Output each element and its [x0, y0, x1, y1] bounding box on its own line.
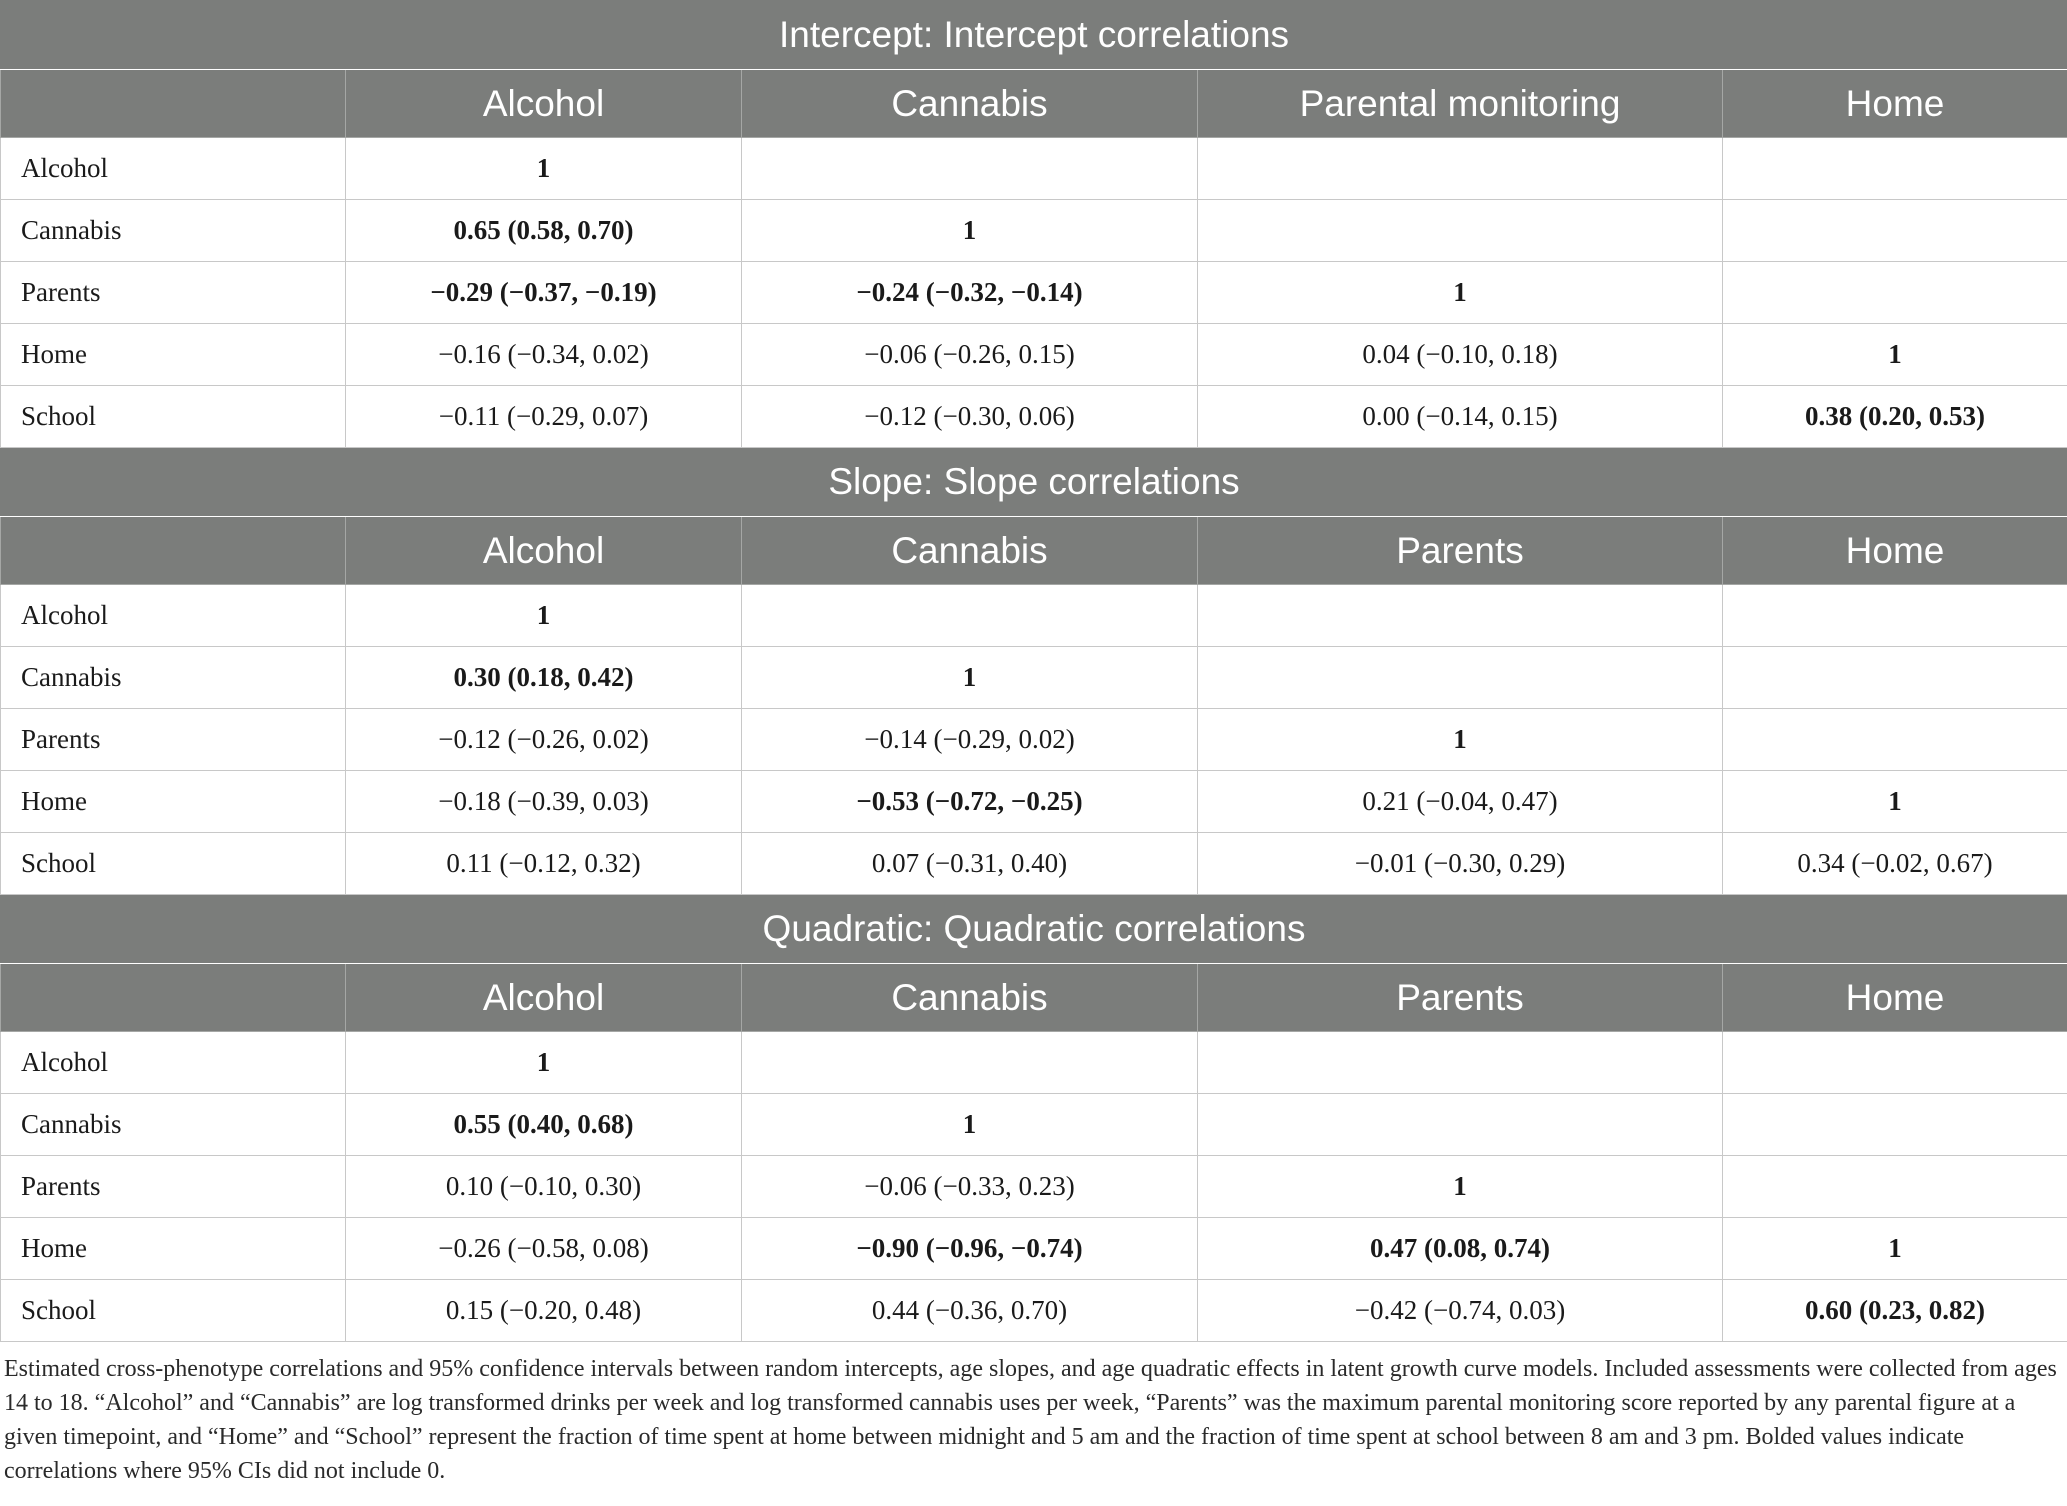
table-row: [1, 771, 2067, 833]
table-cell: −0.42 (−0.74, 0.03): [1198, 1280, 1723, 1342]
column-header: [1, 517, 346, 585]
table-cell: 0.10 (−0.10, 0.30): [346, 1156, 742, 1218]
section-header-row: [1, 895, 2067, 964]
column-header: Cannabis: [742, 70, 1198, 138]
table-cell: [1723, 585, 2067, 647]
table-cell: 0.60 (0.23, 0.82): [1723, 1280, 2067, 1342]
section-title: Slope: Slope correlations: [1, 448, 2067, 517]
table-cell: −0.06 (−0.26, 0.15): [742, 324, 1198, 386]
column-header: Home: [1723, 70, 2067, 138]
table-cell: 0.04 (−0.10, 0.18): [1198, 324, 1723, 386]
table-cell: −0.29 (−0.37, −0.19): [346, 262, 742, 324]
table-row: [1, 1094, 2067, 1156]
table-cell: [1723, 138, 2067, 200]
table-cell: 1: [346, 585, 742, 647]
table-cell: [1723, 262, 2067, 324]
table-cell: 0.38 (0.20, 0.53): [1723, 386, 2067, 448]
table-cell: [1723, 1156, 2067, 1218]
column-header: Parents: [1198, 517, 1723, 585]
table-row: [1, 833, 2067, 895]
section-title: Quadratic: Quadratic correlations: [1, 895, 2067, 964]
row-label: Home: [1, 1218, 346, 1280]
table-cell: [1723, 1094, 2067, 1156]
table-cell: −0.24 (−0.32, −0.14): [742, 262, 1198, 324]
row-label: Alcohol: [1, 138, 346, 200]
table-cell: 0.34 (−0.02, 0.67): [1723, 833, 2067, 895]
table-row: [1, 647, 2067, 709]
table-cell: [742, 1032, 1198, 1094]
table-cell: 1: [1198, 262, 1723, 324]
row-label: Cannabis: [1, 200, 346, 262]
column-header: [1, 964, 346, 1032]
row-label: Home: [1, 771, 346, 833]
table-cell: 0.65 (0.58, 0.70): [346, 200, 742, 262]
row-label: Cannabis: [1, 647, 346, 709]
table-cell: 1: [742, 647, 1198, 709]
table-cell: 0.44 (−0.36, 0.70): [742, 1280, 1198, 1342]
table-row: [1, 386, 2067, 448]
table-cell: 0.07 (−0.31, 0.40): [742, 833, 1198, 895]
column-header: Cannabis: [742, 964, 1198, 1032]
table-cell: 0.30 (0.18, 0.42): [346, 647, 742, 709]
row-label: Alcohol: [1, 1032, 346, 1094]
table-row: [1, 262, 2067, 324]
column-header: Parental monitoring: [1198, 70, 1723, 138]
table-cell: [1723, 200, 2067, 262]
column-header: Alcohol: [346, 517, 742, 585]
table-cell: 0.47 (0.08, 0.74): [1198, 1218, 1723, 1280]
table-cell: 0.11 (−0.12, 0.32): [346, 833, 742, 895]
row-label: School: [1, 833, 346, 895]
table-cell: [742, 585, 1198, 647]
table-row: [1, 324, 2067, 386]
column-header: Cannabis: [742, 517, 1198, 585]
table-row: [1, 709, 2067, 771]
table-cell: −0.16 (−0.34, 0.02): [346, 324, 742, 386]
row-label: Alcohol: [1, 585, 346, 647]
column-header: Alcohol: [346, 70, 742, 138]
row-label: School: [1, 386, 346, 448]
table-cell: [1198, 200, 1723, 262]
table-cell: [1723, 1032, 2067, 1094]
table-row: [1, 200, 2067, 262]
table-cell: −0.01 (−0.30, 0.29): [1198, 833, 1723, 895]
row-label: Parents: [1, 262, 346, 324]
table-cell: [1198, 585, 1723, 647]
table-cell: 1: [346, 138, 742, 200]
table-cell: 0.21 (−0.04, 0.47): [1198, 771, 1723, 833]
column-header-row: [1, 964, 2067, 1032]
section-title: Intercept: Intercept correlations: [1, 1, 2067, 70]
table-cell: 1: [1723, 1218, 2067, 1280]
row-label: Cannabis: [1, 1094, 346, 1156]
table-cell: −0.06 (−0.33, 0.23): [742, 1156, 1198, 1218]
table-row: [1, 1032, 2067, 1094]
table-cell: −0.26 (−0.58, 0.08): [346, 1218, 742, 1280]
table-cell: [1198, 138, 1723, 200]
table-body: [1, 1, 2067, 1342]
column-header: Alcohol: [346, 964, 742, 1032]
table-cell: 1: [1198, 709, 1723, 771]
table-cell: [1723, 647, 2067, 709]
table-cell: [1198, 1094, 1723, 1156]
row-label: School: [1, 1280, 346, 1342]
table-cell: [1198, 647, 1723, 709]
table-cell: 0.15 (−0.20, 0.48): [346, 1280, 742, 1342]
table-cell: 0.00 (−0.14, 0.15): [1198, 386, 1723, 448]
table-cell: 1: [1723, 771, 2067, 833]
column-header: [1, 70, 346, 138]
row-label: Parents: [1, 1156, 346, 1218]
section-header-row: [1, 1, 2067, 70]
column-header: Home: [1723, 517, 2067, 585]
table-cell: −0.12 (−0.30, 0.06): [742, 386, 1198, 448]
table-cell: 1: [742, 1094, 1198, 1156]
section-header-row: [1, 448, 2067, 517]
table-cell: −0.12 (−0.26, 0.02): [346, 709, 742, 771]
table-cell: −0.53 (−0.72, −0.25): [742, 771, 1198, 833]
table-footnote: Estimated cross-phenotype correlations and 95% confidence intervals between random intercepts, age slopes, and age quadratic effects in latent growth curve models. Included assessments were collected from ages 14 to 18. “Alcohol” and “Cannabis” are log transformed drinks per week and log transformed cannabis uses per week, “Parents” was the maximum parental monitoring score reported by any parental figure at a given timepoint, and “Home” and “School” represent the fraction of time spent at home between midnight and 5 am and the fraction of time spent at school between 8 am and 3 pm. Bolded values indicate correlations where 95% CIs did not include 0.: [4, 1356, 2057, 1484]
column-header-row: [1, 70, 2067, 138]
table-cell: −0.90 (−0.96, −0.74): [742, 1218, 1198, 1280]
table-row: [1, 585, 2067, 647]
table-row: [1, 1156, 2067, 1218]
table-cell: [1723, 709, 2067, 771]
table-cell: 1: [742, 200, 1198, 262]
table-cell: −0.14 (−0.29, 0.02): [742, 709, 1198, 771]
column-header: Parents: [1198, 964, 1723, 1032]
table-row: [1, 1280, 2067, 1342]
table-cell: 1: [1723, 324, 2067, 386]
table-cell: 1: [346, 1032, 742, 1094]
table-cell: −0.18 (−0.39, 0.03): [346, 771, 742, 833]
column-header-row: [1, 517, 2067, 585]
table-row: [1, 1218, 2067, 1280]
table-row: [1, 138, 2067, 200]
table-cell: [742, 138, 1198, 200]
row-label: Parents: [1, 709, 346, 771]
table-cell: 0.55 (0.40, 0.68): [346, 1094, 742, 1156]
table-cell: 1: [1198, 1156, 1723, 1218]
table-cell: [1198, 1032, 1723, 1094]
column-header: Home: [1723, 964, 2067, 1032]
row-label: Home: [1, 324, 346, 386]
table-cell: −0.11 (−0.29, 0.07): [346, 386, 742, 448]
